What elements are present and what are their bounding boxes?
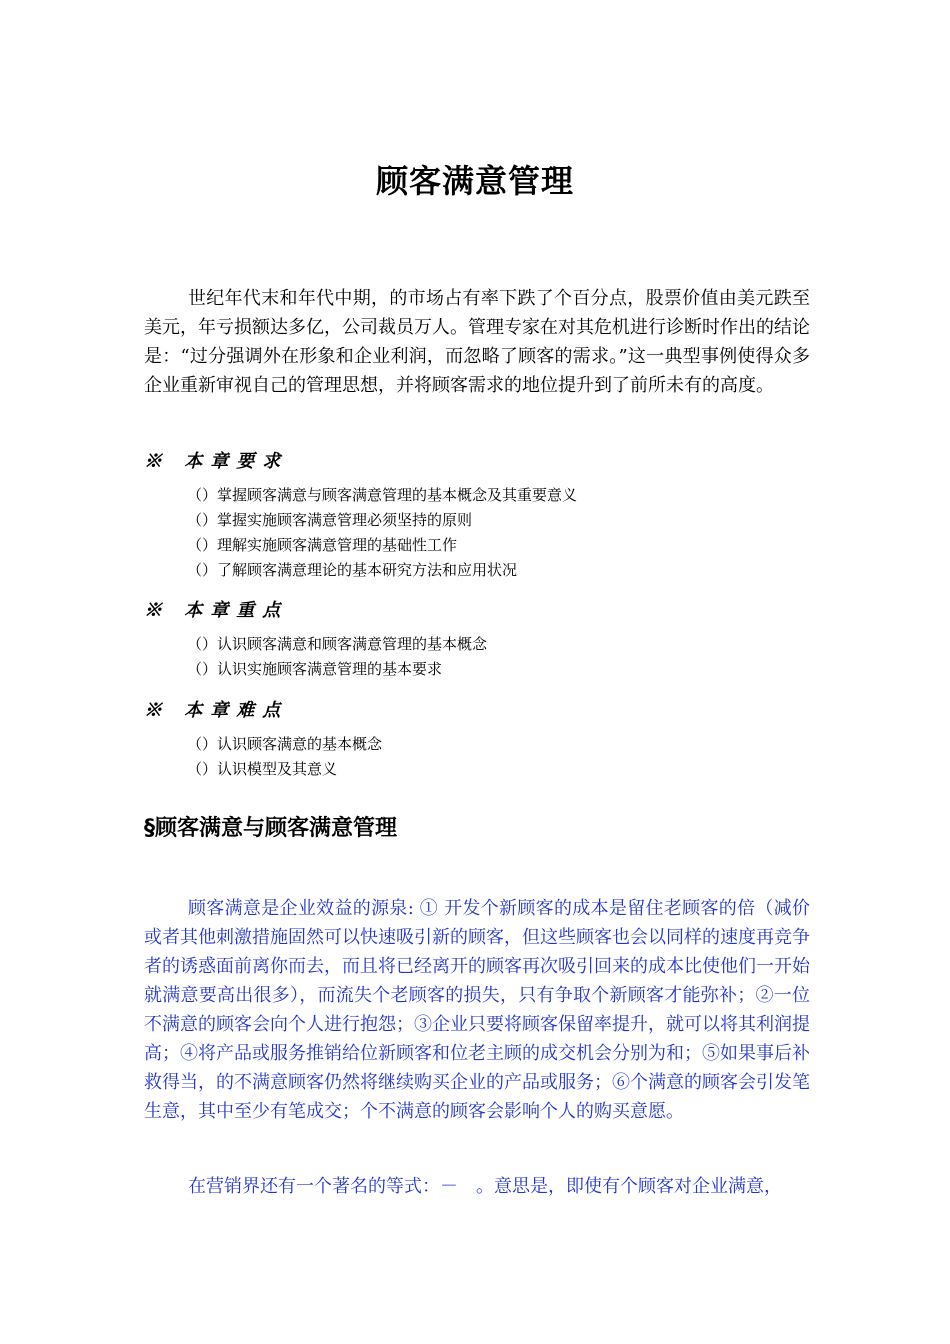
document-title: 顾客满意管理: [375, 162, 574, 200]
requirements-list: [187, 483, 577, 583]
difficulties-list: [187, 732, 382, 782]
list-item: （）认识实施顾客满意管理的基本要求: [187, 660, 443, 678]
difficulties-heading: ※ 本章难点: [144, 700, 289, 721]
list-item: （）了解顾客满意理论的基本研究方法和应用状况: [187, 561, 518, 579]
requirements-heading: ※ 本章要求: [144, 451, 289, 472]
key-points-list: [187, 632, 487, 682]
list-item: （）掌握实施顾客满意管理必须坚持的原则: [187, 511, 473, 529]
list-item: （）认识顾客满意和顾客满意管理的基本概念: [187, 635, 488, 653]
body-paragraph-1: 顾客满意是企业效益的源泉: ① 开发个新顾客的成本是留住老顾客的倍（减价或者其他刺激措施固然可以快速吸引新的顾客，但这些顾客也会以同样的速度再竞争者的诱惑面前离你而去，而且将已经离开的顾客再次吸引回来的成本比使他们一开始就满意要高出很多），而流失个老顾客的损失，只有争取个新顾客才能弥补；②一位不满意的顾客会向个人进行抱怨；③企业只要将顾客保留率提升，就可以将其利润提高；④将产品或服务推销给位新顾客和位老主顾的成交机会分别为和；⑤如果事后补救得当，的不满意顾客仍然将继续购买企业的产品或服务；⑥个满意的顾客会引发笔生意，其中至少有笔成交；个不满意的顾客会影响个人的购买意愿。: [144, 898, 810, 1122]
chapter-title: §顾客满意与顾客满意管理: [144, 816, 398, 841]
intro-paragraph: 世纪年代末和年代中期，的市场占有率下跌了个百分点，股票价值由美元跌至美元，年亏损额达多亿，公司裁员万人。管理专家在对其危机进行诊断时作出的结论是：“过分强调外在形象和企业利润，而忽略了顾客的需求。”这一典型事例使得众多企业重新审视自己的管理思想，并将顾客需求的地位提升到了前所未有的高度。: [144, 288, 810, 396]
list-item: （）认识模型及其意义: [187, 760, 338, 778]
list-item: （）认识顾客满意的基本概念: [187, 735, 383, 753]
body-paragraph-2: 在营销界还有一个著名的等式：－ 。意思是，即使有个顾客对企业满意，: [188, 1176, 782, 1197]
key-points-heading: ※ 本章重点: [144, 600, 289, 621]
list-item: （）理解实施顾客满意管理的基础性工作: [187, 536, 458, 554]
list-item: （）掌握顾客满意与顾客满意管理的基本概念及其重要意义: [187, 486, 578, 504]
